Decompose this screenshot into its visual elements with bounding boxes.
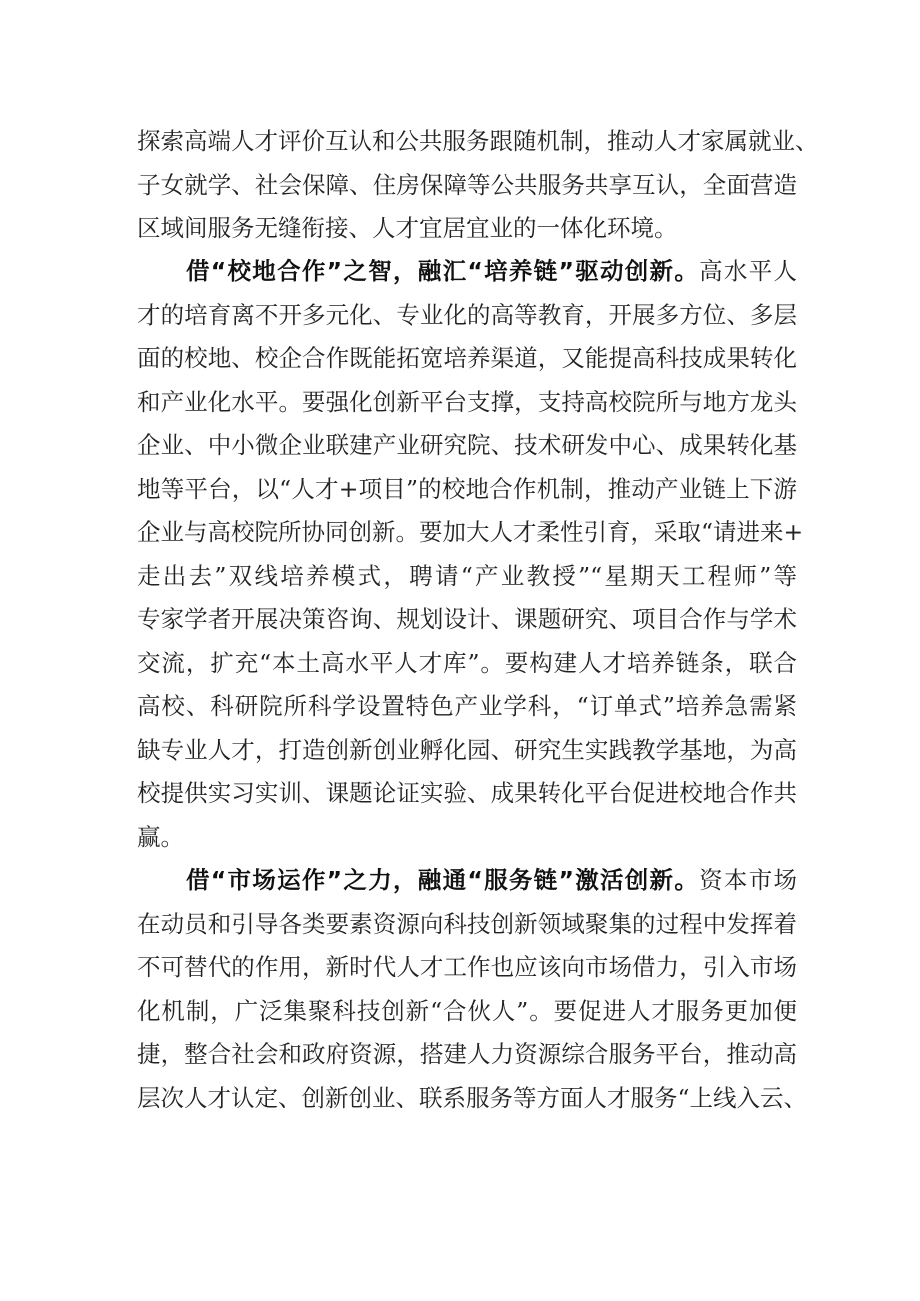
text-line: 层次人才认定、创新创业、联系服务等方面人才服务“上线入云、	[137, 1084, 808, 1112]
paragraph-lead-text: 资本市场	[699, 866, 798, 894]
text-line: 高校、科研院所科学设置特色产业学科，“订单式”培养急需紧	[137, 692, 797, 720]
text-line: 企业、中小微企业联建产业研究院、技术研发中心、成果转化基	[137, 431, 797, 459]
text-line: 捷，整合社会和政府资源，搭建人力资源综合服务平台，推动高	[137, 1040, 797, 1068]
paragraph-first-line	[186, 252, 797, 290]
text-line: 专家学者开展决策咨询、规划设计、课题研究、项目合作与学术	[137, 605, 797, 633]
text-line: 探索高端人才评价互认和公共服务跟随机制，推动人才家属就业、	[137, 127, 819, 155]
text-line: 校提供实习实训、课题论证实验、成果转化平台促进校地合作共	[137, 779, 797, 807]
paragraph-first-line	[186, 861, 797, 899]
text-line: 区域间服务无缝衔接、人才宜居宜业的一体化环境。	[137, 214, 678, 242]
paragraph-lead-text: 高水平人	[699, 257, 798, 285]
text-line: 和产业化水平。要强化创新平台支撑，支持高校院所与地方龙头	[137, 388, 797, 416]
text-line: 缺专业人才，打造创新创业孵化园、研究生实践教学基地，为高	[137, 736, 797, 764]
text-line: 子女就学、社会保障、住房保障等公共服务共享互认，全面营造	[137, 171, 797, 199]
text-line: 走出去”双线培养模式，聘请“产业教授”“星期天工程师”等	[137, 562, 797, 590]
text-line: 不可替代的作用，新时代人才工作也应该向市场借力，引入市场	[137, 953, 797, 981]
text-line: 化机制，广泛集聚科技创新“合伙人”。要促进人才服务更加便	[137, 997, 797, 1025]
text-line: 地等平台，以“人才+项目”的校地合作机制，推动产业链上下游	[137, 475, 797, 503]
paragraph-heading: 借“校地合作”之智，融汇“培养链”驱动创新。	[186, 257, 700, 285]
text-line: 企业与高校院所协同创新。要加大人才柔性引育，采取“请进来+	[137, 518, 804, 546]
text-line: 才的培育离不开多元化、专业化的高等教育，开展多方位、多层	[137, 301, 797, 329]
text-line: 在动员和引导各类要素资源向科技创新领域聚集的过程中发挥着	[137, 910, 797, 938]
text-line: 面的校地、校企合作既能拓宽培养渠道，又能提高科技成果转化	[137, 344, 797, 372]
paragraph-heading: 借“市场运作”之力，融通“服务链”激活创新。	[186, 866, 700, 894]
text-line: 赢。	[137, 823, 184, 851]
text-line: 交流，扩充“本土高水平人才库”。要构建人才培养链条，联合	[137, 649, 797, 677]
